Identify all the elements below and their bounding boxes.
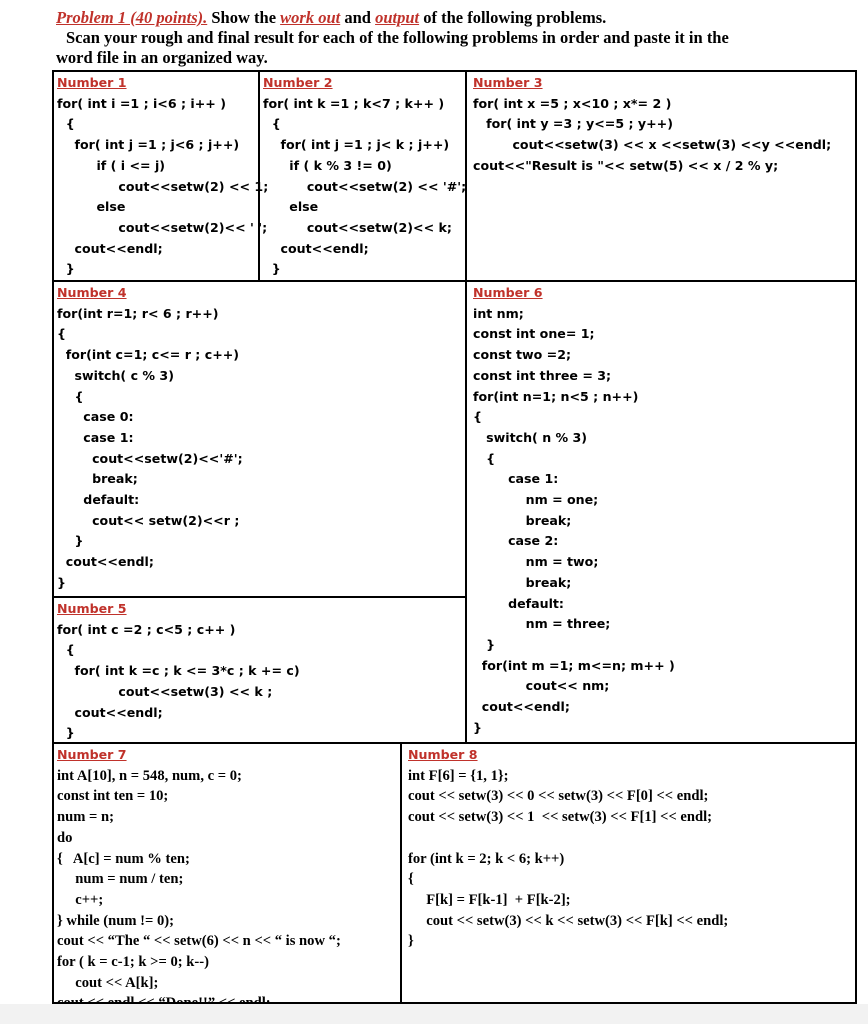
problem-title: Number 3 — [473, 75, 543, 90]
problem-title: Number 8 — [408, 747, 478, 762]
problem-title: Number 4 — [57, 285, 127, 300]
problem-box-5 — [52, 596, 467, 744]
problem-box-4 — [52, 280, 467, 598]
problem-header — [56, 8, 856, 68]
problem-title: Number 2 — [263, 75, 333, 90]
code-block: int A[10], n = 548, num, c = 0; const int ten = 10; num = n; do { A[c] = num % ten; num = num / ten; c++; } while (num != 0); cout << “The “ << setw(6) << n << “ is now “; for ( k = c-1; k >= 0; k--) cout << A[k]; — [57, 767, 341, 991]
header-line-3: word file in an organized way. — [56, 48, 268, 67]
problem-box-8 — [400, 742, 857, 1004]
problem-box-6 — [465, 280, 857, 744]
code-block: int nm; const int one= 1; const two =2; const int three = 3; for(int n=1; n<5 ; n++) { switch( n % 3) { case 1: nm = one; break; case 2: nm = two; break; default: nm = three; } for(int m =1; m<=n; m++ ) cout<< nm; cout<<endl; } — [473, 305, 675, 735]
problem-title: Number 6 — [473, 285, 543, 300]
problem-box-2 — [258, 70, 467, 282]
header-line-2: Scan your rough and final result for each of the following problems in order and paste it in the — [66, 28, 729, 47]
problem-title: Number 1 — [57, 75, 127, 90]
problem-box-1 — [52, 70, 269, 282]
work-out-link: work out — [280, 8, 341, 27]
problem-box-7 — [52, 742, 402, 1004]
code-block: int F[6] = {1, 1}; cout << setw(3) << 0 << setw(3) << F[0] << endl; cout << setw(3) << 1 << setw(3) << F[1] << endl; for (int k = 2; k < 6; k++) { F[k] = F[k-1] + F[k-2]; cout << setw(3) << k << setw(3) << F[k] << endl; } — [408, 767, 729, 950]
code-block: for( int c =2 ; c<5 ; c++ ) { for( int k =c ; k <= 3*c ; k += c) cout<<setw(3) << k ; cout<<endl; } — [57, 621, 300, 741]
problem-box-3 — [465, 70, 857, 282]
header-line-1: Problem 1 (40 points). Show the work out and output of the following problems. — [56, 8, 607, 27]
problem-title: Number 5 — [57, 601, 127, 616]
problem-label: Problem 1 (40 points). — [56, 8, 208, 27]
code-block: for(int r=1; r< 6 ; r++) { for(int c=1; c<= r ; c++) switch( c % 3) { case 0: case 1: cout<<setw(2)<<'#'; break; default: cout<< setw(2)<<r ; } cout<<endl; } — [57, 305, 243, 590]
output-link: output — [375, 8, 420, 27]
code-block: for( int k =1 ; k<7 ; k++ ) { for( int j =1 ; j< k ; j++) if ( k % 3 != 0) cout<<setw(2) << '#'; else cout<<setw(2)<< k; cout<<endl; } — [263, 95, 467, 277]
code-block: for( int i =1 ; i<6 ; i++ ) { for( int j =1 ; j<6 ; j++) if ( i <= j) cout<<setw(2) << 1; else cout<<setw(2)<< ' '; cout<<endl; } — [57, 95, 269, 277]
problem-title: Number 7 — [57, 747, 127, 762]
code-block: for( int x =5 ; x<10 ; x*= 2 ) for( int y =3 ; y<=5 ; y++) cout<<setw(3) << x <<setw(3) <<y <<endl; cout<<"Result is "<< setw(5) << x / 2 % y; — [473, 95, 832, 173]
page-footer-bar — [0, 1004, 868, 1024]
